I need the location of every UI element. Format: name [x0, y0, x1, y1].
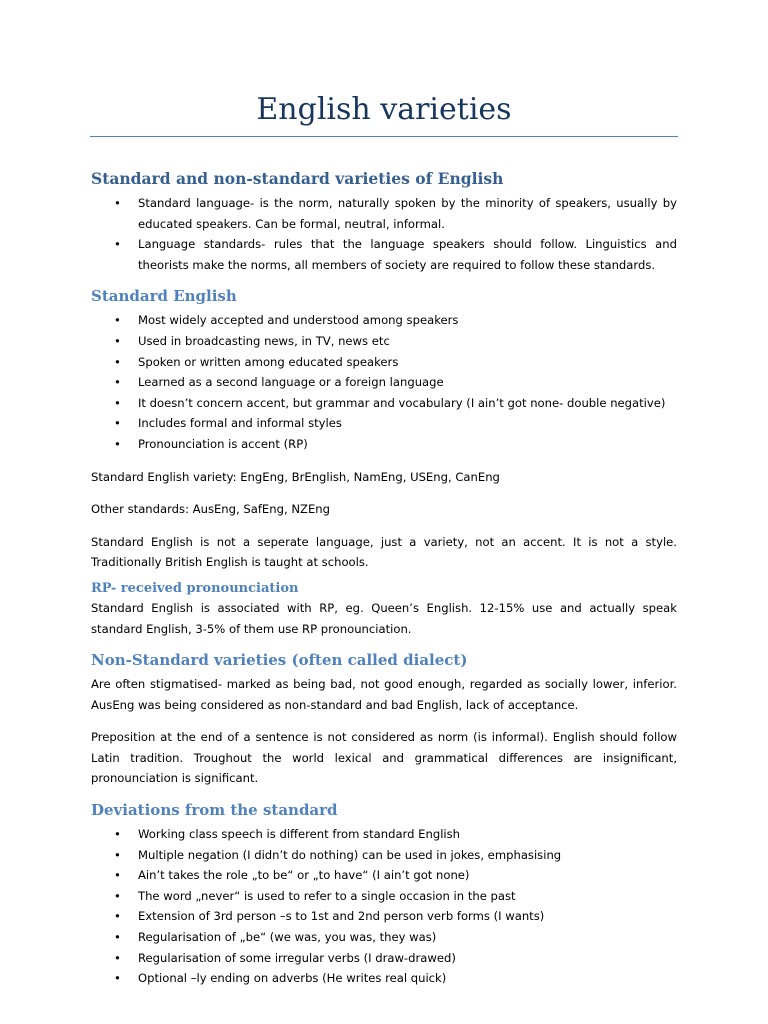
list-item: • Ain’t takes the role „to be“ or „to have“ (I ain’t got none)	[91, 865, 677, 886]
heading-standard-english: Standard English	[91, 287, 237, 306]
paragraph-rp: Standard English is associated with RP, eg. Queen’s English. 12-15% use and actually speak standard English, 3-5% of them use RP pronounciation.	[91, 600, 677, 636]
heading-deviations: Deviations from the standard	[91, 801, 338, 820]
list-item: • Spoken or written among educated speakers	[91, 352, 677, 373]
bullet-list-s5	[91, 824, 677, 989]
list-item: • Working class speech is different from standard English	[91, 824, 677, 845]
list-item: • Optional –ly ending on adverbs (He writes real quick)	[91, 968, 677, 989]
list-item: • Regularisation of some irregular verbs (I draw-drawed)	[91, 948, 677, 969]
list-item: • It doesn’t concern accent, but grammar and vocabulary (I ain’t got none- double negative)	[91, 393, 677, 414]
paragraph-other-standards: Other standards: AusEng, SafEng, NZEng	[91, 502, 330, 517]
bullet-list-s1	[91, 193, 677, 275]
paragraph-standard-variety: Standard English variety: EngEng, BrEnglish, NamEng, USEng, CanEng	[91, 469, 500, 484]
heading-standard-and-non-standard: Standard and non-standard varieties of English	[91, 169, 504, 188]
list-item: • Regularisation of „be“ (we was, you was, they was)	[91, 927, 677, 948]
heading-rp: RP- received pronounciation	[91, 580, 299, 596]
paragraph-not-a-language: Standard English is not a seperate language, just a variety, not an accent. It is not a style. Traditionally British English is taught at schools.	[91, 534, 677, 570]
list-item: • Learned as a second language or a foreign language	[91, 372, 677, 393]
paragraph-preposition: Preposition at the end of a sentence is not considered as norm (is informal). English should follow Latin tradition. Troughout the world lexical and grammatical differences are insignificant, pronounciation is significant.	[91, 730, 677, 786]
list-item: • Standard language- is the norm, naturally spoken by the minority of speakers, usually by educated speakers. Can be formal, neutral, informal.	[91, 193, 677, 234]
list-item: • Extension of 3rd person –s to 1st and 2nd person verb forms (I wants)	[91, 906, 677, 927]
list-item: • Multiple negation (I didn’t do nothing) can be used in jokes, emphasising	[91, 845, 677, 866]
document-title: English varieties	[256, 92, 512, 127]
document-body	[91, 168, 677, 989]
list-item: • Pronounciation is accent (RP)	[91, 434, 677, 455]
list-item: • Includes formal and informal styles	[91, 413, 677, 434]
list-item: • The word „never“ is used to refer to a single occasion in the past	[91, 886, 677, 907]
list-item: • Used in broadcasting news, in TV, news etc	[91, 331, 677, 352]
title-underline	[90, 136, 678, 137]
heading-non-standard-varieties: Non-Standard varieties (often called dialect)	[91, 651, 468, 670]
list-item: • Language standards- rules that the language speakers should follow. Linguistics and theorists make the norms, all members of society are required to follow these standards.	[91, 234, 677, 275]
paragraph-stigmatised: Are often stigmatised- marked as being bad, not good enough, regarded as socially lower, inferior. AusEng was being considered as non-standard and bad English, lack of acceptance.	[91, 677, 677, 712]
list-item: • Most widely accepted and understood among speakers	[91, 310, 677, 331]
bullet-list-s2	[91, 310, 677, 454]
